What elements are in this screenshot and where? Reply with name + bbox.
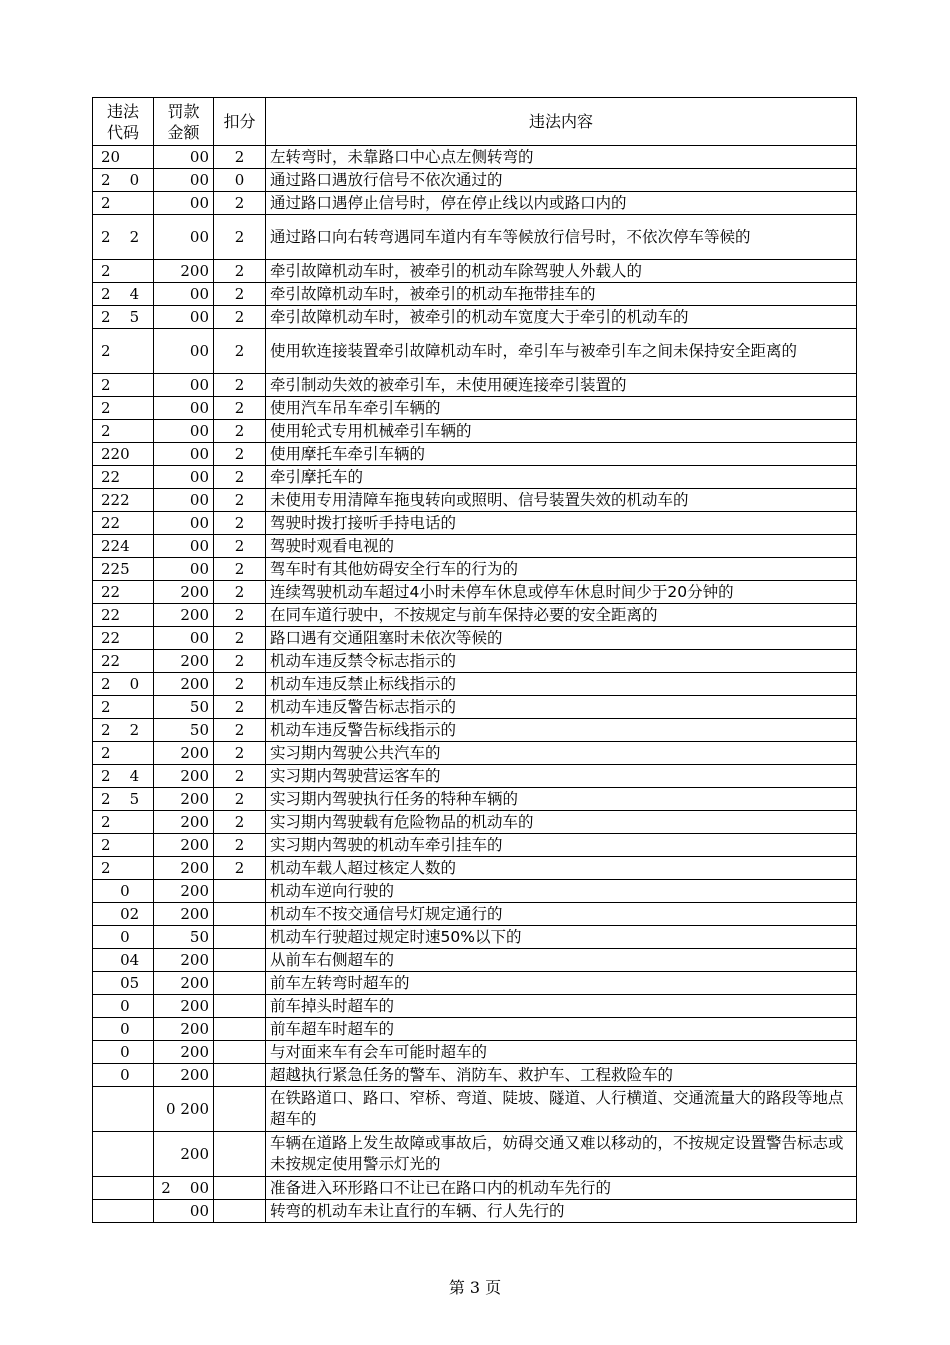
cell-points: 2 — [214, 146, 266, 169]
table-row — [93, 535, 857, 558]
cell-points: 2 — [214, 604, 266, 627]
cell-fine: 200 — [154, 857, 214, 880]
cell-points — [214, 1064, 266, 1087]
table-row — [93, 995, 857, 1018]
cell-fine: 200 — [154, 949, 214, 972]
table-row — [93, 260, 857, 283]
cell-code: 04 — [93, 949, 154, 972]
cell-fine: 00 — [154, 374, 214, 397]
cell-content: 机动车不按交通信号灯规定通行的 — [266, 903, 857, 926]
cell-content: 通过路口向右转弯遇同车道内有车等候放行信号时，不依次停车等候的 — [266, 215, 857, 260]
cell-points — [214, 972, 266, 995]
table-row — [93, 857, 857, 880]
cell-fine: 200 — [154, 880, 214, 903]
table-row — [93, 283, 857, 306]
cell-fine: 50 — [154, 719, 214, 742]
cell-content: 驾驶时观看电视的 — [266, 535, 857, 558]
cell-content: 机动车违反警告标线指示的 — [266, 719, 857, 742]
cell-fine: 200 — [154, 995, 214, 1018]
cell-fine: 00 — [154, 489, 214, 512]
cell-content: 连续驾驶机动车超过4小时未停车休息或停车休息时间少于20分钟的 — [266, 581, 857, 604]
table-row — [93, 765, 857, 788]
cell-points: 2 — [214, 192, 266, 215]
cell-fine: 00 — [154, 306, 214, 329]
table-row — [93, 1200, 857, 1223]
cell-points: 2 — [214, 673, 266, 696]
cell-points: 2 — [214, 306, 266, 329]
cell-code: 2 — [93, 420, 154, 443]
cell-fine: 200 — [154, 673, 214, 696]
cell-content: 准备进入环形路口不让已在路口内的机动车先行的 — [266, 1177, 857, 1200]
cell-fine: 00 — [154, 215, 214, 260]
cell-points — [214, 949, 266, 972]
table-row — [93, 880, 857, 903]
table-row — [93, 926, 857, 949]
table-row — [93, 1018, 857, 1041]
cell-fine: 00 — [154, 283, 214, 306]
cell-code: 2 — [93, 696, 154, 719]
table-row — [93, 604, 857, 627]
cell-code — [93, 1132, 154, 1177]
cell-fine: 00 — [154, 512, 214, 535]
cell-points — [214, 1087, 266, 1132]
cell-content: 超越执行紧急任务的警车、消防车、救护车、工程救险车的 — [266, 1064, 857, 1087]
cell-points: 2 — [214, 650, 266, 673]
cell-content: 实习期内驾驶载有危险物品的机动车的 — [266, 811, 857, 834]
cell-points — [214, 1041, 266, 1064]
cell-points — [214, 1200, 266, 1223]
cell-code: 22 — [93, 650, 154, 673]
cell-code: 2 — [93, 834, 154, 857]
cell-content: 在同车道行驶中，不按规定与前车保持必要的安全距离的 — [266, 604, 857, 627]
cell-code: 2 2 — [93, 719, 154, 742]
cell-points: 2 — [214, 215, 266, 260]
table-row — [93, 627, 857, 650]
table-row — [93, 581, 857, 604]
cell-fine: 200 — [154, 581, 214, 604]
table-row — [93, 169, 857, 192]
violation-table-sheet — [92, 97, 856, 1223]
cell-points — [214, 995, 266, 1018]
cell-content: 牵引制动失效的被牵引车，未使用硬连接牵引装置的 — [266, 374, 857, 397]
table-row — [93, 215, 857, 260]
cell-code: 22 — [93, 604, 154, 627]
cell-content: 从前车右侧超车的 — [266, 949, 857, 972]
table-row — [93, 443, 857, 466]
table-row — [93, 949, 857, 972]
cell-content: 前车左转弯时超车的 — [266, 972, 857, 995]
cell-fine: 00 — [154, 397, 214, 420]
cell-content: 转弯的机动车未让直行的车辆、行人先行的 — [266, 1200, 857, 1223]
cell-code — [93, 1200, 154, 1223]
cell-content: 使用摩托车牵引车辆的 — [266, 443, 857, 466]
cell-fine: 200 — [154, 765, 214, 788]
cell-fine: 00 — [154, 329, 214, 374]
cell-points: 0 — [214, 169, 266, 192]
cell-points: 2 — [214, 558, 266, 581]
cell-fine: 200 — [154, 260, 214, 283]
table-row — [93, 788, 857, 811]
cell-points: 2 — [214, 719, 266, 742]
cell-content: 机动车违反警告标志指示的 — [266, 696, 857, 719]
cell-code: 2 — [93, 397, 154, 420]
cell-fine: 00 — [154, 1200, 214, 1223]
table-row — [93, 811, 857, 834]
cell-points: 2 — [214, 374, 266, 397]
cell-code: 2 0 — [93, 169, 154, 192]
table-row — [93, 466, 857, 489]
cell-code: 222 — [93, 489, 154, 512]
cell-fine: 200 — [154, 972, 214, 995]
table-row — [93, 1041, 857, 1064]
cell-content: 车辆在道路上发生故障或事故后，妨碍交通又难以移动的，不按规定设置警告标志或未按规定使用警示灯光的 — [266, 1132, 857, 1177]
cell-code: 22 — [93, 512, 154, 535]
cell-content: 在铁路道口、路口、窄桥、弯道、陡坡、隧道、人行横道、交通流量大的路段等地点超车的 — [266, 1087, 857, 1132]
cell-points: 2 — [214, 742, 266, 765]
cell-code: 2 — [93, 374, 154, 397]
table-row — [93, 650, 857, 673]
cell-points: 2 — [214, 696, 266, 719]
table-row — [93, 420, 857, 443]
table-row — [93, 719, 857, 742]
cell-code: 0 — [93, 926, 154, 949]
cell-points: 2 — [214, 420, 266, 443]
cell-points — [214, 1132, 266, 1177]
header-points: 扣分 — [214, 98, 266, 146]
cell-fine: 200 — [154, 1064, 214, 1087]
violation-table — [92, 97, 857, 1223]
cell-points — [214, 926, 266, 949]
cell-fine: 00 — [154, 535, 214, 558]
cell-points: 2 — [214, 581, 266, 604]
cell-fine: 00 — [154, 466, 214, 489]
cell-fine: 200 — [154, 811, 214, 834]
header-fine: 罚款 金额 — [154, 98, 214, 146]
cell-points: 2 — [214, 512, 266, 535]
cell-content: 机动车载人超过核定人数的 — [266, 857, 857, 880]
cell-code: 0 — [93, 995, 154, 1018]
table-row — [93, 558, 857, 581]
cell-content: 使用软连接装置牵引故障机动车时，牵引车与被牵引车之间未保持安全距离的 — [266, 329, 857, 374]
cell-points: 2 — [214, 283, 266, 306]
cell-content: 实习期内驾驶公共汽车的 — [266, 742, 857, 765]
cell-points — [214, 903, 266, 926]
cell-code: 2 — [93, 742, 154, 765]
table-row — [93, 1177, 857, 1200]
cell-points: 2 — [214, 811, 266, 834]
cell-code: 20 — [93, 146, 154, 169]
cell-code: 0 — [93, 1064, 154, 1087]
cell-fine: 200 — [154, 788, 214, 811]
cell-content: 通过路口遇放行信号不依次通过的 — [266, 169, 857, 192]
cell-code: 2 5 — [93, 306, 154, 329]
table-row — [93, 834, 857, 857]
cell-content: 机动车违反禁令标志指示的 — [266, 650, 857, 673]
table-row — [93, 972, 857, 995]
cell-code: 0 — [93, 880, 154, 903]
cell-points: 2 — [214, 765, 266, 788]
cell-fine: 200 — [154, 903, 214, 926]
cell-content: 驾驶时拨打接听手持电话的 — [266, 512, 857, 535]
cell-fine: 200 — [154, 742, 214, 765]
table-row — [93, 146, 857, 169]
table-row — [93, 374, 857, 397]
cell-content: 牵引故障机动车时，被牵引的机动车除驾驶人外载人的 — [266, 260, 857, 283]
cell-content: 机动车行驶超过规定时速50%以下的 — [266, 926, 857, 949]
cell-code: 22 — [93, 581, 154, 604]
header-content: 违法内容 — [266, 98, 857, 146]
cell-code: 0 — [93, 1018, 154, 1041]
cell-points: 2 — [214, 535, 266, 558]
cell-fine: 200 — [154, 1041, 214, 1064]
table-row — [93, 1087, 857, 1132]
header-code: 违法 代码 — [93, 98, 154, 146]
table-row — [93, 192, 857, 215]
cell-content: 驾车时有其他妨碍安全行车的行为的 — [266, 558, 857, 581]
cell-content: 实习期内驾驶执行任务的特种车辆的 — [266, 788, 857, 811]
table-row — [93, 397, 857, 420]
cell-content: 前车超车时超车的 — [266, 1018, 857, 1041]
cell-content: 牵引故障机动车时，被牵引的机动车宽度大于牵引的机动车的 — [266, 306, 857, 329]
cell-fine: 200 — [154, 1018, 214, 1041]
cell-points: 2 — [214, 443, 266, 466]
cell-fine: 2 00 — [154, 1177, 214, 1200]
cell-points: 2 — [214, 329, 266, 374]
cell-fine: 00 — [154, 169, 214, 192]
cell-content: 路口遇有交通阻塞时未依次等候的 — [266, 627, 857, 650]
table-row — [93, 1064, 857, 1087]
cell-fine: 0 200 — [154, 1087, 214, 1132]
cell-fine: 200 — [154, 604, 214, 627]
table-row — [93, 306, 857, 329]
cell-content: 未使用专用清障车拖曳转向或照明、信号装置失效的机动车的 — [266, 489, 857, 512]
table-row — [93, 903, 857, 926]
cell-code: 2 — [93, 811, 154, 834]
table-row — [93, 673, 857, 696]
cell-points — [214, 880, 266, 903]
cell-fine: 00 — [154, 558, 214, 581]
table-row — [93, 512, 857, 535]
cell-fine: 200 — [154, 1132, 214, 1177]
cell-code: 2 4 — [93, 283, 154, 306]
cell-points — [214, 1018, 266, 1041]
cell-content: 实习期内驾驶营运客车的 — [266, 765, 857, 788]
cell-content: 机动车逆向行驶的 — [266, 880, 857, 903]
cell-code: 2 — [93, 192, 154, 215]
cell-code: 22 — [93, 627, 154, 650]
cell-code: 2 — [93, 329, 154, 374]
table-row — [93, 1132, 857, 1177]
cell-points — [214, 1177, 266, 1200]
cell-code — [93, 1087, 154, 1132]
cell-points: 2 — [214, 489, 266, 512]
cell-code: 02 — [93, 903, 154, 926]
table-row — [93, 696, 857, 719]
cell-fine: 00 — [154, 443, 214, 466]
table-row — [93, 329, 857, 374]
cell-fine: 50 — [154, 926, 214, 949]
cell-points: 2 — [214, 466, 266, 489]
cell-points: 2 — [214, 857, 266, 880]
cell-code: 05 — [93, 972, 154, 995]
cell-content: 机动车违反禁止标线指示的 — [266, 673, 857, 696]
cell-code: 2 0 — [93, 673, 154, 696]
cell-points: 2 — [214, 260, 266, 283]
cell-code: 2 4 — [93, 765, 154, 788]
cell-points: 2 — [214, 834, 266, 857]
cell-fine: 00 — [154, 627, 214, 650]
cell-content: 与对面来车有会车可能时超车的 — [266, 1041, 857, 1064]
cell-code: 225 — [93, 558, 154, 581]
cell-content: 通过路口遇停止信号时，停在停止线以内或路口内的 — [266, 192, 857, 215]
cell-code: 2 2 — [93, 215, 154, 260]
cell-content: 实习期内驾驶的机动车牵引挂车的 — [266, 834, 857, 857]
cell-code: 2 — [93, 857, 154, 880]
cell-content: 使用轮式专用机械牵引车辆的 — [266, 420, 857, 443]
cell-fine: 50 — [154, 696, 214, 719]
page-number: 第 3 页 — [448, 1278, 502, 1297]
cell-code: 22 — [93, 466, 154, 489]
cell-points: 2 — [214, 627, 266, 650]
cell-content: 牵引摩托车的 — [266, 466, 857, 489]
table-row — [93, 742, 857, 765]
cell-code: 224 — [93, 535, 154, 558]
cell-fine: 200 — [154, 834, 214, 857]
cell-fine: 00 — [154, 192, 214, 215]
cell-fine: 200 — [154, 650, 214, 673]
cell-code: 0 — [93, 1041, 154, 1064]
cell-points: 2 — [214, 788, 266, 811]
table-row — [93, 489, 857, 512]
cell-content: 左转弯时，未靠路口中心点左侧转弯的 — [266, 146, 857, 169]
table-header-row — [93, 98, 857, 146]
cell-fine: 00 — [154, 146, 214, 169]
cell-points: 2 — [214, 397, 266, 420]
cell-content: 牵引故障机动车时，被牵引的机动车拖带挂车的 — [266, 283, 857, 306]
cell-code — [93, 1177, 154, 1200]
cell-code: 2 5 — [93, 788, 154, 811]
cell-content: 使用汽车吊车牵引车辆的 — [266, 397, 857, 420]
cell-code: 220 — [93, 443, 154, 466]
cell-fine: 00 — [154, 420, 214, 443]
cell-code: 2 — [93, 260, 154, 283]
cell-content: 前车掉头时超车的 — [266, 995, 857, 1018]
